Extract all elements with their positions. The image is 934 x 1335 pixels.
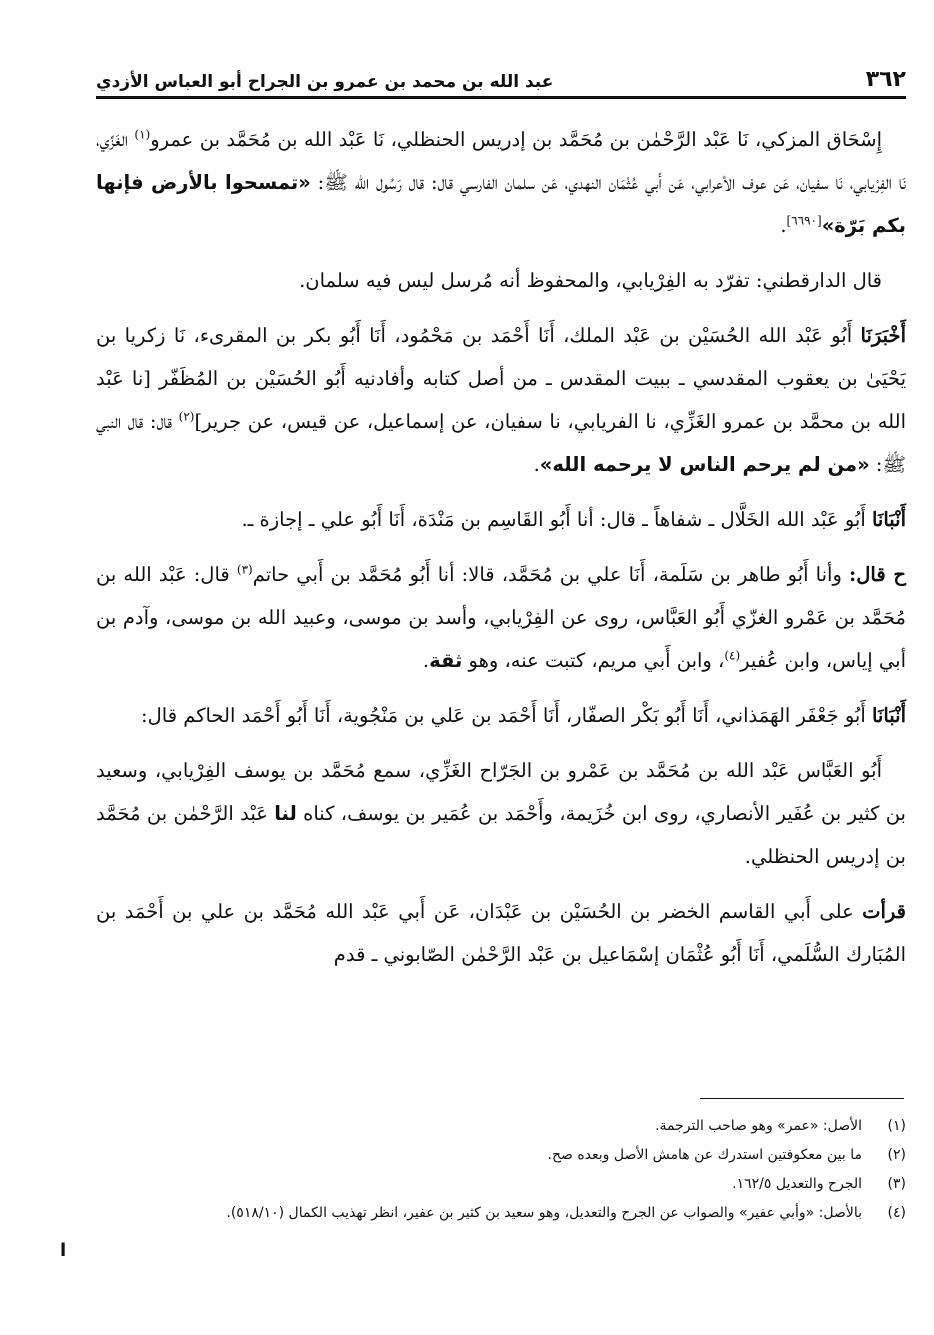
paragraph xyxy=(96,553,906,682)
paragraph xyxy=(96,259,906,302)
paragraph-lead-word: أَخْبَرَنَا xyxy=(860,324,906,347)
text-run: على أَبي القاسم الخضر بن الحُسَيْن بن عَبْدَان، عَن أَبي عَبْد الله مُحَمَّد بن علي بن أَحْمَد بن المُبَارك السُّلَمي، أَنَا أَبُو عُثْمَان إسْمَاعيل بن عَبْد الرَّحْمٰن الصّابوني ـ قدم xyxy=(96,900,906,966)
text-run: إِسْحَاق المزكي، نَا عَبْد الرَّحْمٰن بن مُحَمَّد بن إدريس الحنظلي، نَا عَبْد الله بن مُحَمَّد بن عمرو xyxy=(150,128,882,151)
footnote-text: ما بين معكوفتين استدرك عن هامش الأصل وبعده صح. xyxy=(547,1147,862,1163)
footnote-number: (٢) xyxy=(887,1147,906,1163)
text-run: الغَزِّي، نَا الفِرْيابي، نَا سفيان، عَن عوف الأعرابي، عَن أَبي عُثْمَان النهدي، عَن سلمان الفارسي قال: قال رَسُول الله ﷺ: xyxy=(96,128,906,194)
text-run: أَبُو عَبْد الله الخَلَّال ـ شفاهاً ـ قال: أنا أَبُو القَاسِم بن مَنْدَة، أَنَا أَبُو علي ـ إجازة ـ. xyxy=(241,508,872,531)
paragraph-lead-word: ح قال: xyxy=(849,563,907,586)
paragraph-lead-word: أَنْبَانَا xyxy=(871,508,906,531)
page-header xyxy=(96,52,906,99)
main-text xyxy=(96,118,906,988)
text-run: ، وابن أَبي مريم، كتبت عنه، وهو xyxy=(462,649,725,672)
emphasized-text: «من لم يرحم الناس لا يرحمه الله» xyxy=(539,453,870,476)
margin-mark: ا xyxy=(60,1240,67,1261)
footnote-ref: (١) xyxy=(134,127,151,142)
text-run: أَبُو جَعْفَر الهَمَذاني، أَنَا أَبُو بَكْر الصفّار، أَنَا أَحْمَد بن عَلي بن مَنْجُوية، أَنَا أَبُو أَحْمَد الحاكم قال: xyxy=(141,704,872,727)
footnote-number: (٤) xyxy=(887,1205,906,1221)
footnote-ref: [٦٦٩٠] xyxy=(786,213,822,228)
page-number: ٣٦٢ xyxy=(865,67,906,92)
emphasized-text: لنا xyxy=(274,802,297,825)
text-run: . xyxy=(780,214,787,237)
text-run: أَبُو عَبْد الله الحُسَيْن بن عَبْد الملك، أَنَا أَحْمَد بن مَحْمُود، أَنَا أَبُو بكر بن المقرىء، نَا زكريا بن يَحْيَىٰ بن يعقوب المقدسي ـ ببيت المقدس ـ من أصل كتابه وأفادنيه أَبُو الحُسَيْن بن المُظَفّر [نا عَبْد الله بن محمَّد بن عمرو الغَزِّي، نا الفريابي، نا سفيان، عن إسماعيل، عن قيس، عن جرير] xyxy=(96,324,906,433)
paragraph xyxy=(96,498,906,541)
text-run: وأنا أَبُو طاهر بن سَلَمة، أَنَا علي بن مُحَمَّد، قالا: أنا أَبُو مُحَمَّد بن أَبي حاتم xyxy=(252,563,850,586)
text-run: . xyxy=(533,453,540,476)
text-run: قال الدارقطني: تفرّد به الفِرْيابي، والمحفوظ أنه مُرسل ليس فيه سلمان. xyxy=(299,269,882,292)
paragraph xyxy=(96,118,906,247)
text-run: قال: عَبْد الله بن مُحَمَّد بن عَمْرو الغزّي أَبُو العَبَّاس، روى عن الفِرْيابي، وأسد بن موسى، وعبيد الله بن موسى، وآدم بن أبي إياس، وابن عُفير xyxy=(96,563,906,672)
footnote-ref: (٢) xyxy=(178,409,195,424)
paragraph-lead-word: أَنْبَانَا xyxy=(871,704,906,727)
running-title: عبد الله بن محمد بن عمرو بن الجراح أبو العباس الأزدي xyxy=(96,72,554,92)
footnote-text: الأصل: «عمر» وهو صاحب الترجمة. xyxy=(655,1118,862,1134)
footnote-text: الجرح والتعديل ١٦٢/٥. xyxy=(732,1176,862,1192)
footnote xyxy=(96,1112,906,1141)
footnote-number: (٣) xyxy=(887,1176,906,1192)
paragraph xyxy=(96,694,906,737)
footnote-separator xyxy=(700,1098,904,1099)
footnote-ref: (٤) xyxy=(724,648,741,663)
text-run: عَبْد الرَّحْمٰن بن مُحَمَّد بن إدريس الحنظلي. xyxy=(96,802,906,868)
footnote xyxy=(96,1141,906,1170)
text-run: . xyxy=(422,649,430,672)
paragraph-lead-word: قرأت xyxy=(862,900,906,923)
emphasized-text: ثقة xyxy=(429,649,463,672)
footnote-text: بالأصل: «وأبي عفير» والصواب عن الجرح والتعديل، وهو سعيد بن كثير بن عفير، انظر تهذيب الكمال (٥١٨/١٠). xyxy=(226,1205,862,1221)
paragraph xyxy=(96,749,906,878)
paragraph xyxy=(96,314,906,486)
footnote xyxy=(96,1199,906,1228)
footnote xyxy=(96,1170,906,1199)
footnote-ref: (٣) xyxy=(236,562,253,577)
footnotes xyxy=(96,1112,906,1228)
emphasized-text: «تمسحوا بالأرض فإنها بكم بَرّة» xyxy=(96,171,906,237)
text-run: أَبُو العَبَّاس عَبْد الله بن مُحَمَّد بن عَمْرو بن الجَرّاح الغَزِّي، سمع مُحَمَّد بن يوسف الفِرْيابي، وسعيد بن كثير بن عُفَير الأنصاري، روى ابن خُزَيمة، وأَحْمَد بن عُمَير بن يوسف، كناه xyxy=(96,759,906,825)
footnote-number: (١) xyxy=(887,1118,906,1134)
paragraph xyxy=(96,890,906,976)
text-run: قال: قال النبي ﷺ: xyxy=(96,410,906,476)
